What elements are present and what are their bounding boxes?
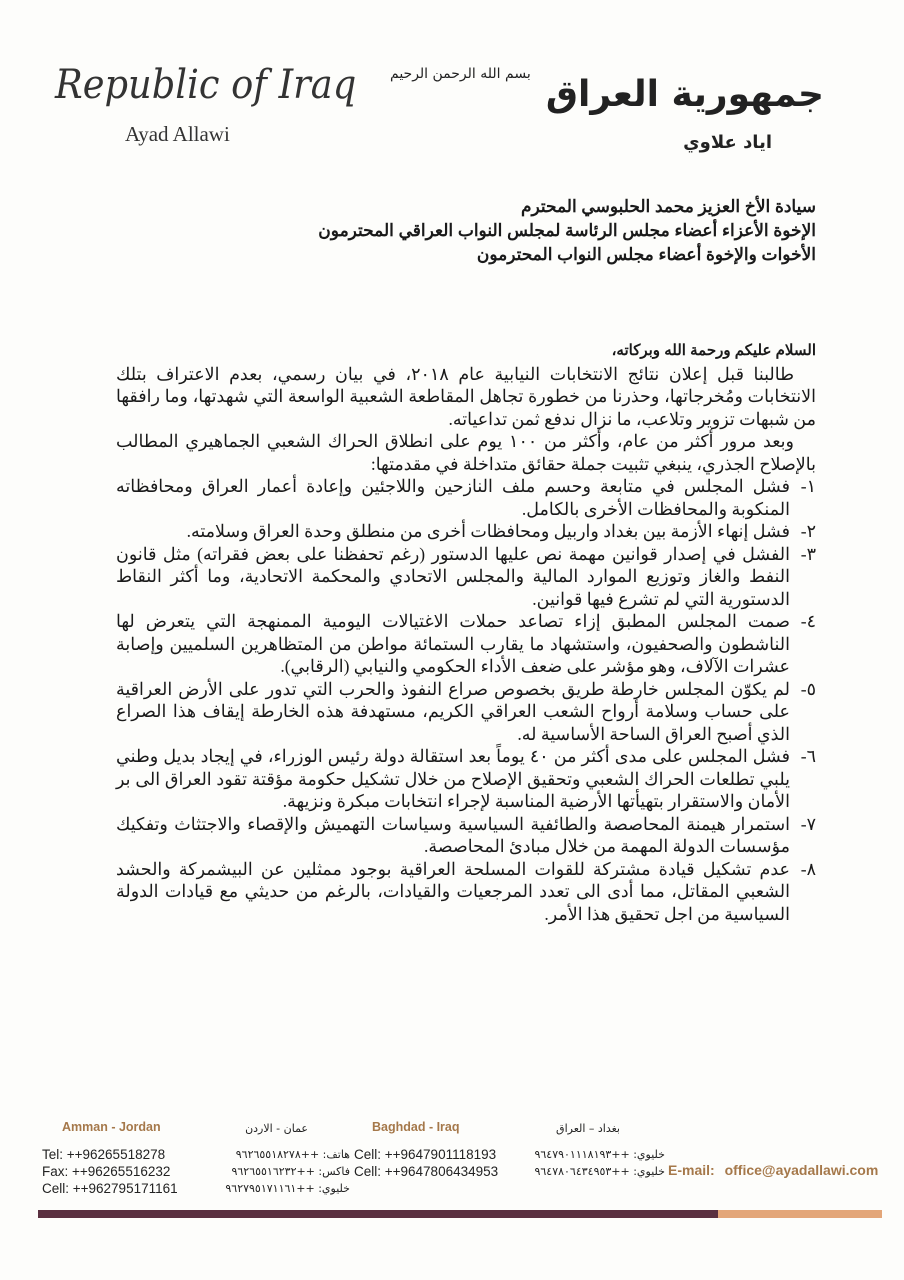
footer-contact-line: هاتف: ++٩٦٢٦٥٥١٨٢٧٨ <box>235 1148 350 1161</box>
list-item <box>116 813 816 858</box>
footer-contact-line: خليوي: ++٩٦٤٧٩٠١١١٨١٩٣ <box>534 1148 665 1161</box>
footer-email <box>668 1162 878 1178</box>
addressee-line: الإخوة الأعزاء أعضاء مجلس الرئاسة لمجلس النواب العراقي المحترمون <box>318 221 816 240</box>
letter-body <box>116 340 816 925</box>
list-item-text: فشل المجلس على مدى أكثر من ٤٠ يوماً بعد استقالة دولة رئيس الوزراء، في إيجاد بديل وطني يلبي تطلعات الحراك الشعبي وتحقيق الإصلاح من خلال تشكيل حكومة مؤقتة تقود العراق الى بر الأمان والاستقرار بتهيأتها الأرضية المناسبة لإجراء انتخابات مبكرة ونزيهة. <box>116 746 790 811</box>
footer-amman-en <box>42 1146 178 1197</box>
paragraph: طالبنا قبل إعلان نتائج الانتخابات النيابية عام ٢٠١٨، في بيان رسمي، بعدم الاعتراف بتلك الانتخابات ومُخرجاتها، وحذرنا من خطورة تجاهل المقاطعة الشعبية الواسعة التي شهدتها، وما رافقها من شبهات تزوير وتلاعب، ما نزال ندفع ثمن تداعياته. <box>116 363 816 429</box>
letterhead-en-title: Republic of Iraq <box>55 62 357 108</box>
footer-contact-line: Cell: ++962795171161 <box>42 1181 178 1196</box>
email-link[interactable]: office@ayadallawi.com <box>724 1162 879 1178</box>
basmala: بسم الله الرحمن الرحيم <box>390 66 531 82</box>
list-item-number: ٤- <box>800 611 816 631</box>
footer-contact-line: Cell: ++9647901118193 <box>354 1147 497 1162</box>
footer-contact-line: خليوي: ++٩٦٢٧٩٥١٧١١٦١ <box>225 1182 350 1195</box>
footer-bar-light <box>718 1210 882 1218</box>
footer-contact-line: فاكس: ++٩٦٢٦٥٥١٦٢٣٢ <box>231 1165 350 1178</box>
list-item-number: ٦- <box>800 746 816 766</box>
addressees <box>256 195 816 267</box>
footer-contact-line: Cell: ++9647806434953 <box>354 1164 499 1179</box>
list-item-text: عدم تشكيل قيادة مشتركة للقوات المسلحة العراقية بوجود ممثلين عن البيشمركة والحشد الشعبي المقاتل، مما أدى الى تعدد المرجعيات والقيادات، بالرغم من حديثي مع قيادات الدولة السياسية من اجل تحقيق هذا الأمر. <box>116 858 790 924</box>
list-item-text: الفشل في إصدار قوانين مهمة نص عليها الدستور (رغم تحفظنا على بعض فقراته) مثل قانون النفط والغاز وتوزيع الموارد المالية والمجلس الاتحادي والمحكمة الاتحادية، وما أكثر النقاط الدستورية التي لم تشرع فيها قوانين. <box>116 543 790 609</box>
footer-amman-ar <box>200 1146 350 1197</box>
footer-divider-bar <box>38 1210 882 1218</box>
list-item <box>116 745 816 813</box>
addressee-line: الأخوات والإخوة أعضاء مجلس النواب المحترمون <box>476 245 816 264</box>
list-item <box>116 520 816 543</box>
list-item <box>116 610 816 678</box>
footer-bar-dark <box>38 1210 718 1218</box>
list-item <box>116 543 816 611</box>
footer-baghdad-ar <box>510 1146 665 1180</box>
list-item-number: ١- <box>800 476 816 496</box>
list-item-number: ٢- <box>800 521 816 541</box>
list-item <box>116 475 816 520</box>
list-item-text: صمت المجلس المطبق إزاء تصاعد حملات الاغتيالات اليومية الممنهجة التي يتعرض لها الناشطون والصحفيون، واستشهاد ما يقارب الستمائة مواطن من المتظاهرين السلميين وإصابة عشرات الآلاف، وهو مؤشر على ضعف الأداء الحكومي والنيابي (الرقابي). <box>116 611 790 676</box>
footer-contact-line: خليوي: ++٩٦٤٧٨٠٦٤٣٤٩٥٣ <box>534 1165 665 1178</box>
list-item-text: فشل المجلس في متابعة وحسم ملف النازحين واللاجئين وإعادة أعمار العراق ومحافظاته المنكوبة والمحافظات الأخرى بالكامل. <box>116 476 790 519</box>
list-item <box>116 678 816 746</box>
footer-baghdad-en <box>354 1146 498 1180</box>
list-item-number: ٣- <box>800 543 816 564</box>
footer-baghdad-en-heading: Baghdad - Iraq <box>372 1120 460 1134</box>
list-item-text: استمرار هيمنة المحاصصة والطائفية السياسية وسياسات التهميش والإقصاء والاجتثاث وتفكيك مؤسسات الدولة المهمة من خلال مبادئ المحاصصة. <box>116 813 790 856</box>
list-item <box>116 858 816 926</box>
addressee-line: سيادة الأخ العزيز محمد الحلبوسي المحترم <box>520 197 816 216</box>
footer-contact-line: Tel: ++96265518278 <box>42 1147 166 1162</box>
email-label: E-mail: <box>668 1162 715 1178</box>
greeting: السلام عليكم ورحمة الله وبركاته، <box>611 342 816 359</box>
letterhead-ar-title: جمهورية العراق <box>545 74 824 115</box>
footer-baghdad-ar-heading: بغداد – العراق <box>556 1122 620 1135</box>
list-item-number: ٥- <box>800 678 816 699</box>
footer-amman-ar-heading: عمان - الاردن <box>245 1122 308 1135</box>
list-item-number: ٧- <box>800 813 816 834</box>
list-item-number: ٨- <box>800 858 816 879</box>
footer-contact-line: Fax: ++96265516232 <box>42 1164 171 1179</box>
letterhead-ar-name: اياد علاوي <box>683 132 772 153</box>
list-item-text: فشل إنهاء الأزمة بين بغداد واربيل ومحافظات أخرى من منطلق وحدة العراق وسلامته. <box>186 521 790 541</box>
letterhead-en-name: Ayad Allawi <box>125 122 230 146</box>
paragraph: وبعد مرور أكثر من عام، وأكثر من ١٠٠ يوم على انطلاق الحراك الشعبي الجماهيري المطالب بالإصلاح الجذري، ينبغي تثبيت جملة حقائق متداخلة في مقدمتها: <box>116 431 816 474</box>
list-item-text: لم يكوّن المجلس خارطة طريق بخصوص صراع النفوذ والحرب التي تدور على الأرض العراقية على حساب وسلامة أرواح الشعب العراقي الكريم، مستهدفة هذه الخارطة إيقاف هذا الصراع الذي أصبح العراق الساحة الأساسية له. <box>116 678 790 744</box>
footer-amman-en-heading: Amman - Jordan <box>62 1120 161 1134</box>
